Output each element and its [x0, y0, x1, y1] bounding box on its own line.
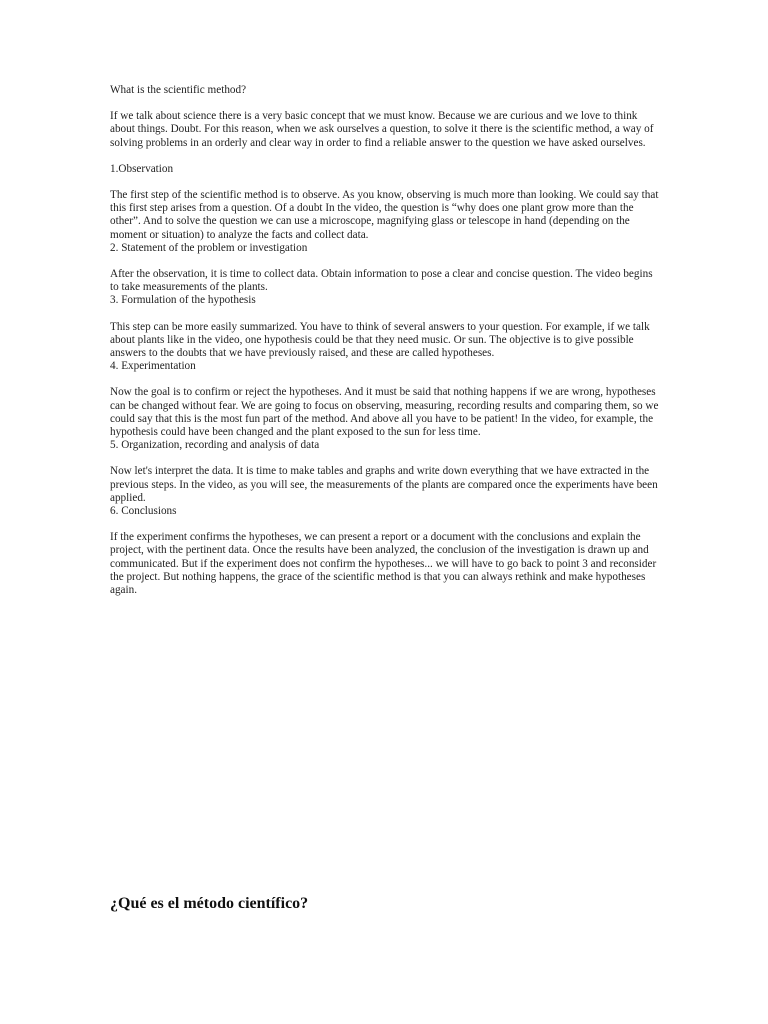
spacer: [110, 518, 660, 531]
section-heading-statement: 2. Statement of the problem or investigation: [110, 241, 308, 254]
spacer: [110, 150, 660, 163]
spacer: [110, 255, 660, 268]
section-heading-observation: 1.Observation: [110, 162, 174, 175]
section-body-hypothesis: This step can be more easily summarized. You have to think of several answers to your question. For example, if we talk about plants like in the video, one hypothesis could be that they need music. Or sun. The objective is to give possible answers to the doubts that we have previously raised, and these are called hypotheses.: [110, 320, 650, 360]
section-heading-experimentation: 4. Experimentation: [110, 360, 196, 373]
section-heading-conclusions: 6. Conclusions: [110, 505, 177, 518]
spacer: [110, 97, 660, 110]
section-body-organization: Now let's interpret the data. It is time to make tables and graphs and write down everything that we have extracted in the previous steps. In the video, as you will see, the measurements of the plants are compared once the experiments have been applied.: [110, 465, 658, 504]
spacer: [110, 308, 660, 321]
intro-paragraph: If we talk about science there is a very basic concept that we must know. Because we are curious and we love to think about things. Doubt. For this reason, when we ask ourselves a question, to solve it there is the scientific method, a way of solving problems in an orderly and clear way in order to find a reliable answer to the question we have asked ourselves.: [110, 110, 654, 149]
section-heading-hypothesis: 3. Formulation of the hypothesis: [110, 294, 256, 307]
document-title: What is the scientific method?: [110, 84, 247, 96]
spanish-heading: ¿Qué es el método científico?: [110, 895, 309, 912]
spacer: [110, 452, 660, 465]
section-body-conclusions: If the experiment confirms the hypotheses, we can present a report or a document with the conclusions and explain the project, with the pertinent data. Once the results have been analyzed, the conclusion of the investigation is drawn up and communicated. But if the experiment does not confirm the hypotheses... we will have to go back to point 3 and reconsider the project. But nothing happens, the grace of the scientific method is that you can always rethink and make hypotheses again.: [110, 531, 657, 597]
spacer: [110, 176, 660, 189]
section-body-observation: The first step of the scientific method is to observe. As you know, observing is much more than looking. We could say that this first step arises from a question. Of a doubt In the video, the question is “why does one plant grow more than the other”. And to solve the question we can use a microscope, magnifying glass or telescope in hand (depending on the moment or situation) to analyze the facts and collect data.: [110, 189, 659, 241]
section-body-experimentation: Now the goal is to confirm or reject the hypotheses. And it must be said that nothing happens if we are wrong, hypotheses can be changed without fear. We are going to focus on observing, measuring, recording results and comparing them, so we could say that this is the most fun part of the method. And above all you have to be patient! In the video, for example, the hypothesis could have been changed and the plant exposed to the sun for less time.: [110, 386, 659, 439]
spacer: [110, 373, 660, 386]
section-body-statement: After the observation, it is time to collect data. Obtain information to pose a clear and concise question. The video begins to take measurements of the plants.: [110, 268, 653, 294]
section-heading-organization: 5. Organization, recording and analysis of data: [110, 439, 320, 452]
document-body: [110, 84, 660, 597]
